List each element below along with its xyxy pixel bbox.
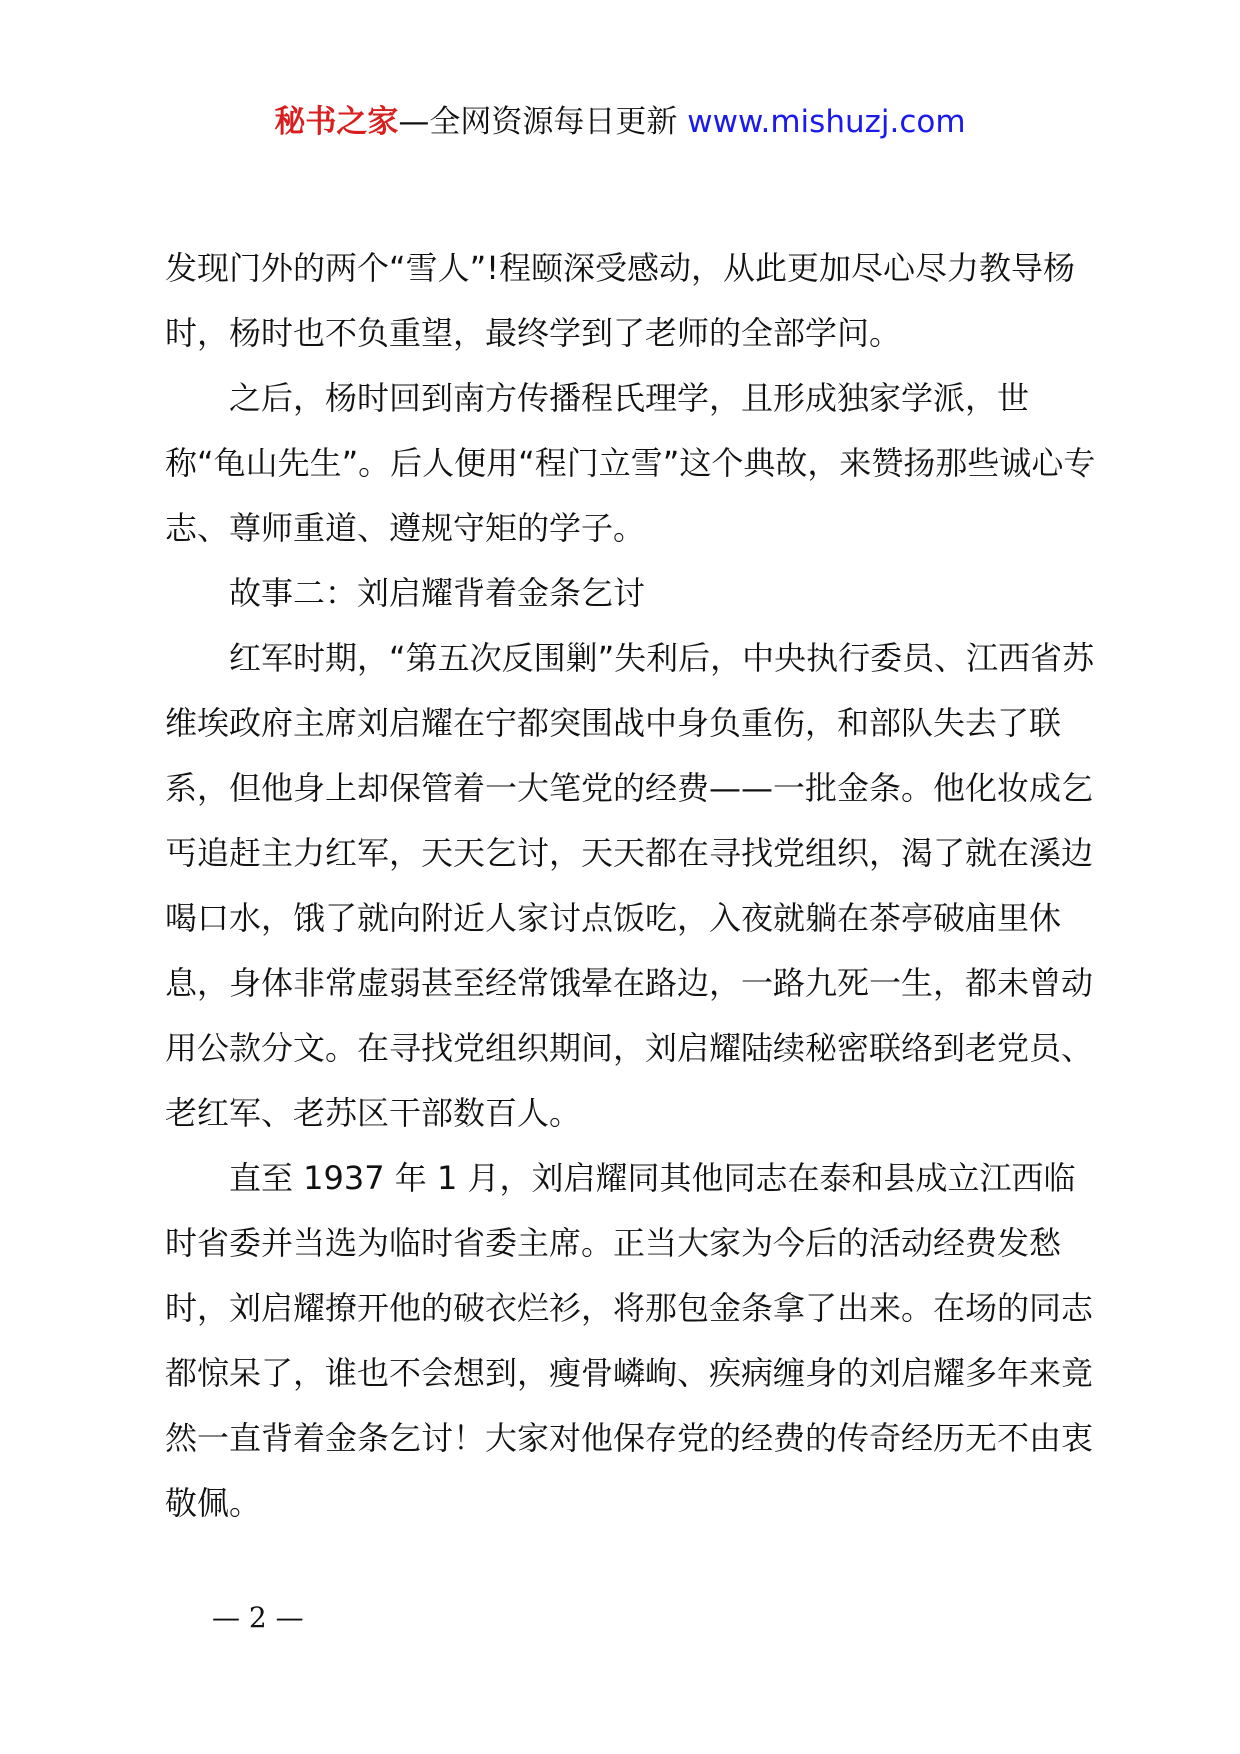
site-url-link[interactable]: www.mishuzj.com [687,104,966,140]
site-brand: 秘书之家 [274,104,399,140]
paragraph: 红军时期，“第五次反围剿”失利后，中央执行委员、江西省苏维埃政府主席刘启耀在宁都突围战中身负重伤，和部队失去了联系，但他身上却保管着一大笔党的经费——一批金条。他化妆成乞丐追赶主力红军，天天乞讨，天天都在寻找党组织，渴了就在溪边喝口水，饿了就向附近人家讨点饭吃，入夜就躺在茶亭破庙里休息，身体非常虚弱甚至经常饿晕在路边，一路九死一生，都未曾动用公款分文。在寻找党组织期间，刘启耀陆续秘密联络到老党员、老红军、老苏区干部数百人。 [165,639,1095,1132]
page-number: — 2 — [212,1601,304,1634]
paragraph: 之后，杨时回到南方传播程氏理学，且形成独家学派，世称“龟山先生”。后人便用“程门立雪”这个典故，来赞扬那些诚心专志、尊师重道、遵规守矩的学子。 [165,379,1096,547]
paragraph: 直至 1937 年 1 月，刘启耀同其他同志在泰和县成立江西临时省委并当选为临时省委主席。正当大家为今后的活动经费发愁时，刘启耀撩开他的破衣烂衫，将那包金条拿了出来。在场的同志都惊呆了，谁也不会想到，瘦骨嶙峋、疾病缠身的刘启耀多年来竟然一直背着金条乞讨！大家对他保存党的经费的传奇经历无不由衷敬佩。 [165,1159,1094,1522]
page-header [0,100,1240,144]
document-body [165,236,1100,1536]
site-tagline: —全网资源每日更新 [398,104,678,140]
story-heading: 故事二：刘启耀背着金条乞讨 [229,574,646,612]
paragraph-continuation: 发现门外的两个“雪人”!程颐深受感动，从此更加尽心尽力教导杨时，杨时也不负重望，最终学到了老师的全部学问。 [165,249,1075,352]
